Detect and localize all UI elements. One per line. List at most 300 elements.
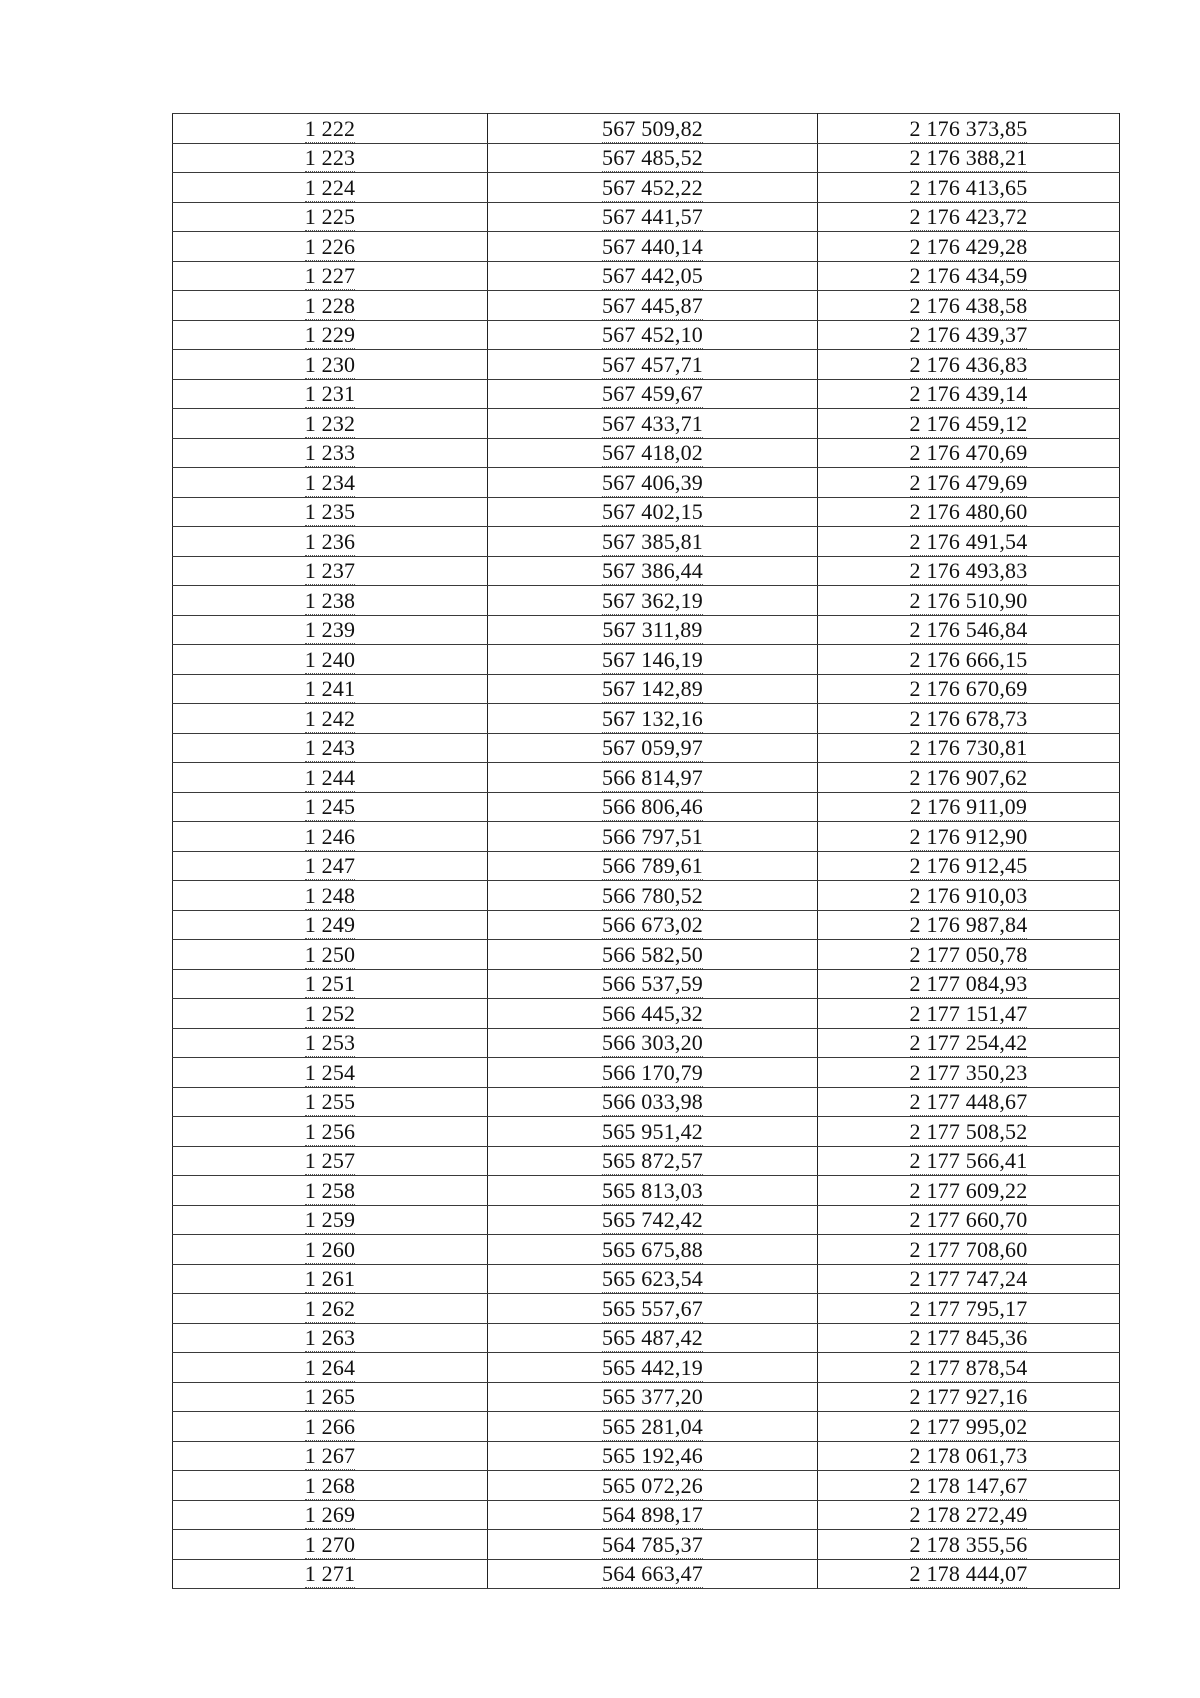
cell-text: 2 176 666,15 [909, 646, 1028, 672]
cell-text: 1 257 [304, 1148, 356, 1173]
point-number-cell [173, 1205, 488, 1235]
cell-text: 567 146,19 [602, 646, 703, 672]
cell-text: 567 362,19 [602, 587, 703, 613]
y-coordinate-cell [818, 409, 1120, 439]
x-coordinate-cell [488, 527, 818, 557]
cell-text: 567 459,67 [602, 381, 703, 406]
y-coordinate-cell [818, 763, 1120, 793]
table-row [173, 910, 1120, 940]
x-coordinate-cell [488, 173, 818, 203]
y-coordinate-cell [818, 1323, 1120, 1353]
cell-text: 2 176 907,62 [909, 764, 1028, 790]
cell-text: 567 386,44 [602, 558, 703, 583]
x-coordinate-cell [488, 1412, 818, 1442]
cell-text: 565 192,46 [602, 1443, 703, 1468]
table-row [173, 438, 1120, 468]
y-coordinate-cell [818, 704, 1120, 734]
table-row [173, 822, 1120, 852]
cell-text: 1 224 [304, 174, 356, 200]
cell-text: 567 132,16 [602, 705, 703, 731]
cell-text: 1 252 [304, 1000, 356, 1026]
cell-text: 566 789,61 [602, 853, 703, 878]
y-coordinate-cell [818, 556, 1120, 586]
cell-text: 1 236 [304, 528, 356, 554]
point-number-cell [173, 822, 488, 852]
x-coordinate-cell [488, 1146, 818, 1176]
cell-text: 567 142,89 [602, 676, 703, 701]
point-number-cell [173, 1530, 488, 1560]
point-number-cell [173, 114, 488, 144]
point-number-cell [173, 1264, 488, 1294]
y-coordinate-cell [818, 586, 1120, 616]
cell-text: 565 813,03 [602, 1177, 703, 1203]
cell-text: 567 441,57 [602, 204, 703, 229]
table-row [173, 615, 1120, 645]
table-row [173, 320, 1120, 350]
table-row [173, 1087, 1120, 1117]
cell-text: 566 537,59 [602, 971, 703, 996]
point-number-cell [173, 527, 488, 557]
y-coordinate-cell [818, 232, 1120, 262]
cell-text: 565 487,42 [602, 1325, 703, 1350]
point-number-cell [173, 202, 488, 232]
x-coordinate-cell [488, 1471, 818, 1501]
coordinate-table [172, 113, 1120, 1589]
x-coordinate-cell [488, 1441, 818, 1471]
cell-text: 567 485,52 [602, 145, 703, 170]
cell-text: 1 237 [304, 558, 356, 583]
y-coordinate-cell [818, 291, 1120, 321]
cell-text: 567 445,87 [602, 292, 703, 318]
cell-text: 2 177 995,02 [909, 1413, 1028, 1439]
point-number-cell [173, 1146, 488, 1176]
x-coordinate-cell [488, 468, 818, 498]
point-number-cell [173, 320, 488, 350]
x-coordinate-cell [488, 438, 818, 468]
table-row [173, 1471, 1120, 1501]
table-row [173, 379, 1120, 409]
cell-text: 2 177 350,23 [909, 1059, 1028, 1085]
cell-text: 567 452,10 [602, 322, 703, 347]
table-row [173, 350, 1120, 380]
point-number-cell [173, 1323, 488, 1353]
table-row [173, 173, 1120, 203]
cell-text: 1 253 [304, 1030, 356, 1055]
cell-text: 2 177 845,36 [909, 1325, 1028, 1350]
y-coordinate-cell [818, 674, 1120, 704]
cell-text: 2 176 373,85 [909, 115, 1028, 141]
y-coordinate-cell [818, 822, 1120, 852]
x-coordinate-cell [488, 1559, 818, 1589]
cell-text: 1 260 [304, 1236, 356, 1262]
x-coordinate-cell [488, 645, 818, 675]
cell-text: 1 238 [304, 587, 356, 613]
point-number-cell [173, 851, 488, 881]
y-coordinate-cell [818, 1382, 1120, 1412]
point-number-cell [173, 674, 488, 704]
y-coordinate-cell [818, 1117, 1120, 1147]
cell-text: 567 433,71 [602, 410, 703, 436]
cell-text: 1 264 [304, 1354, 356, 1380]
x-coordinate-cell [488, 792, 818, 822]
table-row [173, 409, 1120, 439]
point-number-cell [173, 969, 488, 999]
x-coordinate-cell [488, 910, 818, 940]
cell-text: 1 270 [304, 1531, 356, 1557]
cell-text: 2 176 730,81 [909, 735, 1028, 760]
x-coordinate-cell [488, 940, 818, 970]
cell-text: 1 245 [304, 794, 356, 819]
cell-text: 565 742,42 [602, 1207, 703, 1232]
table-row [173, 851, 1120, 881]
point-number-cell [173, 586, 488, 616]
y-coordinate-cell [818, 261, 1120, 291]
cell-text: 1 233 [304, 440, 356, 465]
table-row [173, 1264, 1120, 1294]
cell-text: 2 176 429,28 [909, 233, 1028, 259]
y-coordinate-cell [818, 1441, 1120, 1471]
y-coordinate-cell [818, 1530, 1120, 1560]
cell-text: 1 232 [304, 410, 356, 436]
y-coordinate-cell [818, 792, 1120, 822]
cell-text: 1 225 [304, 204, 356, 229]
y-coordinate-cell [818, 940, 1120, 970]
x-coordinate-cell [488, 999, 818, 1029]
x-coordinate-cell [488, 704, 818, 734]
point-number-cell [173, 379, 488, 409]
cell-text: 565 442,19 [602, 1354, 703, 1380]
point-number-cell [173, 763, 488, 793]
cell-text: 2 176 987,84 [909, 912, 1028, 937]
cell-text: 2 177 878,54 [909, 1354, 1028, 1380]
x-coordinate-cell [488, 1235, 818, 1265]
x-coordinate-cell [488, 1117, 818, 1147]
cell-text: 2 176 546,84 [909, 617, 1028, 642]
table-row [173, 1382, 1120, 1412]
cell-text: 1 227 [304, 263, 356, 288]
point-number-cell [173, 1058, 488, 1088]
cell-text: 1 249 [304, 912, 356, 937]
x-coordinate-cell [488, 1176, 818, 1206]
table-row [173, 704, 1120, 734]
y-coordinate-cell [818, 1087, 1120, 1117]
cell-text: 567 457,71 [602, 351, 703, 377]
point-number-cell [173, 1441, 488, 1471]
table-row [173, 1235, 1120, 1265]
y-coordinate-cell [818, 468, 1120, 498]
cell-text: 1 250 [304, 941, 356, 967]
cell-text: 567 059,97 [602, 735, 703, 760]
cell-text: 2 176 911,09 [909, 794, 1028, 819]
cell-text: 2 176 438,58 [909, 292, 1028, 318]
y-coordinate-cell [818, 1294, 1120, 1324]
x-coordinate-cell [488, 291, 818, 321]
cell-text: 565 281,04 [602, 1413, 703, 1439]
table-row [173, 999, 1120, 1029]
cell-text: 2 178 272,49 [909, 1502, 1028, 1527]
y-coordinate-cell [818, 1146, 1120, 1176]
y-coordinate-cell [818, 851, 1120, 881]
table-row [173, 1500, 1120, 1530]
cell-text: 1 266 [304, 1413, 356, 1439]
x-coordinate-cell [488, 881, 818, 911]
table-row [173, 1028, 1120, 1058]
cell-text: 566 814,97 [602, 764, 703, 790]
y-coordinate-cell [818, 497, 1120, 527]
cell-text: 567 418,02 [602, 440, 703, 465]
table-row [173, 792, 1120, 822]
x-coordinate-cell [488, 1205, 818, 1235]
cell-text: 564 663,47 [602, 1561, 703, 1586]
cell-text: 1 263 [304, 1325, 356, 1350]
x-coordinate-cell [488, 114, 818, 144]
y-coordinate-cell [818, 1205, 1120, 1235]
point-number-cell [173, 1559, 488, 1589]
x-coordinate-cell [488, 1264, 818, 1294]
cell-text: 1 226 [304, 233, 356, 259]
cell-text: 565 623,54 [602, 1266, 703, 1291]
table-row [173, 1146, 1120, 1176]
table-row [173, 556, 1120, 586]
table-row [173, 1530, 1120, 1560]
cell-text: 2 176 491,54 [909, 528, 1028, 554]
cell-text: 2 176 436,83 [909, 351, 1028, 377]
cell-text: 2 176 479,69 [909, 469, 1028, 495]
y-coordinate-cell [818, 1235, 1120, 1265]
point-number-cell [173, 1471, 488, 1501]
table-row [173, 1176, 1120, 1206]
y-coordinate-cell [818, 173, 1120, 203]
cell-text: 567 385,81 [602, 528, 703, 554]
y-coordinate-cell [818, 1500, 1120, 1530]
cell-text: 1 267 [304, 1443, 356, 1468]
point-number-cell [173, 1382, 488, 1412]
y-coordinate-cell [818, 733, 1120, 763]
point-number-cell [173, 940, 488, 970]
cell-text: 566 797,51 [602, 823, 703, 849]
point-number-cell [173, 438, 488, 468]
y-coordinate-cell [818, 114, 1120, 144]
cell-text: 2 177 660,70 [909, 1207, 1028, 1232]
point-number-cell [173, 910, 488, 940]
y-coordinate-cell [818, 881, 1120, 911]
cell-text: 2 176 413,65 [909, 174, 1028, 200]
table-row [173, 586, 1120, 616]
y-coordinate-cell [818, 645, 1120, 675]
coordinate-table-body [173, 114, 1120, 1589]
cell-text: 566 673,02 [602, 912, 703, 937]
cell-text: 566 303,20 [602, 1030, 703, 1055]
point-number-cell [173, 173, 488, 203]
cell-text: 566 780,52 [602, 882, 703, 908]
point-number-cell [173, 143, 488, 173]
cell-text: 2 176 439,37 [909, 322, 1028, 347]
cell-text: 1 258 [304, 1177, 356, 1203]
cell-text: 566 806,46 [602, 794, 703, 819]
table-row [173, 1353, 1120, 1383]
cell-text: 567 311,89 [602, 617, 703, 642]
cell-text: 566 445,32 [602, 1000, 703, 1026]
table-row [173, 261, 1120, 291]
point-number-cell [173, 468, 488, 498]
cell-text: 2 177 795,17 [909, 1295, 1028, 1321]
cell-text: 1 251 [304, 971, 356, 996]
y-coordinate-cell [818, 379, 1120, 409]
cell-text: 1 256 [304, 1118, 356, 1144]
cell-text: 1 265 [304, 1384, 356, 1409]
y-coordinate-cell [818, 615, 1120, 645]
table-row [173, 733, 1120, 763]
point-number-cell [173, 1028, 488, 1058]
point-number-cell [173, 645, 488, 675]
y-coordinate-cell [818, 527, 1120, 557]
cell-text: 1 244 [304, 764, 356, 790]
cell-text: 2 178 147,67 [909, 1472, 1028, 1498]
point-number-cell [173, 881, 488, 911]
x-coordinate-cell [488, 1353, 818, 1383]
table-row [173, 232, 1120, 262]
cell-text: 567 442,05 [602, 263, 703, 288]
cell-text: 1 243 [304, 735, 356, 760]
x-coordinate-cell [488, 969, 818, 999]
table-row [173, 1441, 1120, 1471]
cell-text: 2 177 254,42 [909, 1030, 1028, 1055]
point-number-cell [173, 409, 488, 439]
cell-text: 2 176 678,73 [909, 705, 1028, 731]
cell-text: 2 176 423,72 [909, 204, 1028, 229]
table-row [173, 881, 1120, 911]
point-number-cell [173, 350, 488, 380]
cell-text: 2 177 050,78 [909, 941, 1028, 967]
point-number-cell [173, 1176, 488, 1206]
x-coordinate-cell [488, 1294, 818, 1324]
table-row [173, 940, 1120, 970]
point-number-cell [173, 1235, 488, 1265]
cell-text: 1 235 [304, 499, 356, 524]
table-row [173, 763, 1120, 793]
cell-text: 2 176 434,59 [909, 263, 1028, 288]
x-coordinate-cell [488, 674, 818, 704]
x-coordinate-cell [488, 763, 818, 793]
table-row [173, 527, 1120, 557]
y-coordinate-cell [818, 1471, 1120, 1501]
cell-text: 2 176 480,60 [909, 499, 1028, 524]
cell-text: 2 177 747,24 [909, 1266, 1028, 1291]
cell-text: 1 222 [304, 115, 356, 141]
point-number-cell [173, 1353, 488, 1383]
cell-text: 565 951,42 [602, 1118, 703, 1144]
point-number-cell [173, 1412, 488, 1442]
point-number-cell [173, 733, 488, 763]
cell-text: 1 259 [304, 1207, 356, 1232]
cell-text: 2 176 459,12 [909, 410, 1028, 436]
cell-text: 1 231 [304, 381, 356, 406]
table-row [173, 202, 1120, 232]
y-coordinate-cell [818, 999, 1120, 1029]
table-row [173, 1117, 1120, 1147]
cell-text: 2 177 927,16 [909, 1384, 1028, 1409]
cell-text: 1 229 [304, 322, 356, 347]
cell-text: 2 178 355,56 [909, 1531, 1028, 1557]
y-coordinate-cell [818, 969, 1120, 999]
cell-text: 1 247 [304, 853, 356, 878]
table-row [173, 468, 1120, 498]
x-coordinate-cell [488, 202, 818, 232]
point-number-cell [173, 556, 488, 586]
x-coordinate-cell [488, 350, 818, 380]
y-coordinate-cell [818, 143, 1120, 173]
x-coordinate-cell [488, 320, 818, 350]
cell-text: 565 557,67 [602, 1295, 703, 1321]
table-row [173, 645, 1120, 675]
x-coordinate-cell [488, 143, 818, 173]
cell-text: 567 402,15 [602, 499, 703, 524]
x-coordinate-cell [488, 1500, 818, 1530]
cell-text: 566 033,98 [602, 1089, 703, 1114]
cell-text: 1 255 [304, 1089, 356, 1114]
y-coordinate-cell [818, 320, 1120, 350]
y-coordinate-cell [818, 350, 1120, 380]
cell-text: 2 176 493,83 [909, 558, 1028, 583]
cell-text: 2 178 061,73 [909, 1443, 1028, 1468]
cell-text: 1 223 [304, 145, 356, 170]
y-coordinate-cell [818, 438, 1120, 468]
cell-text: 1 271 [304, 1561, 356, 1586]
x-coordinate-cell [488, 822, 818, 852]
cell-text: 1 240 [304, 646, 356, 672]
cell-text: 2 176 912,45 [909, 853, 1028, 878]
cell-text: 1 261 [304, 1266, 356, 1291]
cell-text: 567 440,14 [602, 233, 703, 259]
x-coordinate-cell [488, 586, 818, 616]
cell-text: 565 072,26 [602, 1472, 703, 1498]
cell-text: 1 269 [304, 1502, 356, 1527]
y-coordinate-cell [818, 1264, 1120, 1294]
table-row [173, 674, 1120, 704]
cell-text: 1 234 [304, 469, 356, 495]
cell-text: 565 675,88 [602, 1236, 703, 1262]
cell-text: 2 177 566,41 [909, 1148, 1028, 1173]
cell-text: 1 254 [304, 1059, 356, 1085]
cell-text: 566 170,79 [602, 1059, 703, 1085]
cell-text: 2 177 084,93 [909, 971, 1028, 996]
x-coordinate-cell [488, 733, 818, 763]
point-number-cell [173, 261, 488, 291]
y-coordinate-cell [818, 1176, 1120, 1206]
cell-text: 564 785,37 [602, 1531, 703, 1557]
x-coordinate-cell [488, 497, 818, 527]
cell-text: 2 177 609,22 [909, 1177, 1028, 1203]
cell-text: 2 176 912,90 [909, 823, 1028, 849]
point-number-cell [173, 1500, 488, 1530]
cell-text: 565 872,57 [602, 1148, 703, 1173]
x-coordinate-cell [488, 232, 818, 262]
point-number-cell [173, 615, 488, 645]
x-coordinate-cell [488, 1382, 818, 1412]
cell-text: 2 178 444,07 [909, 1561, 1028, 1586]
x-coordinate-cell [488, 1028, 818, 1058]
table-row [173, 1205, 1120, 1235]
y-coordinate-cell [818, 1412, 1120, 1442]
x-coordinate-cell [488, 851, 818, 881]
table-row [173, 1294, 1120, 1324]
coordinate-table-container [172, 113, 1119, 1589]
cell-text: 1 268 [304, 1472, 356, 1498]
x-coordinate-cell [488, 409, 818, 439]
x-coordinate-cell [488, 261, 818, 291]
point-number-cell [173, 1294, 488, 1324]
point-number-cell [173, 704, 488, 734]
